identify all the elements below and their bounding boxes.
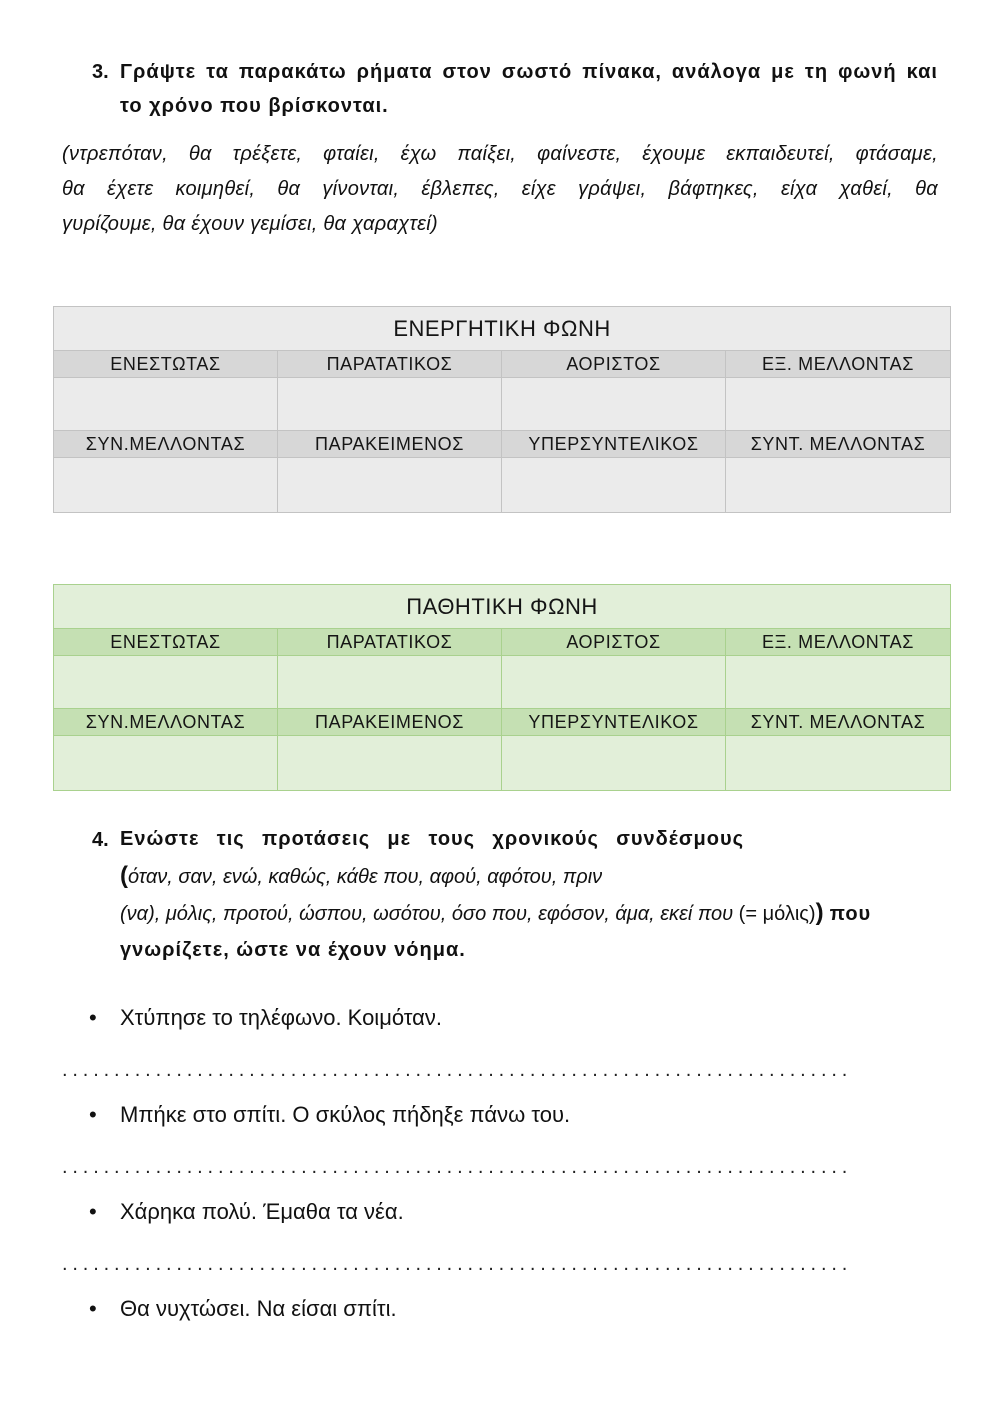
conjunction-note: (= μόλις) <box>738 903 816 926</box>
tense-header-row <box>54 351 951 378</box>
answer-row <box>54 378 951 431</box>
task-4-heading-continuation: που <box>829 903 872 926</box>
tense-header: ΥΠΕΡΣΥΝΤΕΛΙΚΟΣ <box>502 709 726 736</box>
table-title-row <box>54 307 951 351</box>
active-voice-table <box>53 306 951 513</box>
answer-line[interactable]: ............................................................................ <box>62 1156 853 1178</box>
bullet-icon: • <box>89 1102 97 1127</box>
bullet-icon: • <box>89 1199 97 1224</box>
answer-line[interactable]: ............................................................................ <box>62 1253 853 1275</box>
sentence-pair: Χτύπησε το τηλέφωνο. Κοιμόταν. <box>120 1005 443 1030</box>
table-title-row <box>54 585 951 629</box>
answer-cell[interactable] <box>726 736 951 791</box>
verb-list <box>62 137 938 242</box>
verb-list-line: θα έχετε κοιμηθεί, θα γίνονται, έβλεπες, είχε γράψει, βάφτηκες, είχα χαθεί, θα <box>62 178 938 200</box>
tense-header: ΕΞ. ΜΕΛΛΟΝΤΑΣ <box>726 351 951 378</box>
sentence-pair: Θα νυχτώσει. Να είσαι σπίτι. <box>120 1296 397 1321</box>
list-item <box>0 1100 1000 1197</box>
open-paren: ( <box>120 861 128 889</box>
tense-header: ΣΥΝΤ. ΜΕΛΛΟΝΤΑΣ <box>726 709 951 736</box>
answer-row <box>54 656 951 709</box>
answer-cell[interactable] <box>278 656 502 709</box>
sentence-list <box>0 1003 1000 1391</box>
answer-row <box>54 736 951 791</box>
answer-cell[interactable] <box>54 736 278 791</box>
table-title: ΠΑΘΗΤΙΚΗ ΦΩΝΗ <box>54 585 951 629</box>
tense-header: ΥΠΕΡΣΥΝΤΕΛΙΚΟΣ <box>502 431 726 458</box>
answer-row <box>54 458 951 513</box>
answer-cell[interactable] <box>278 736 502 791</box>
tense-header: ΣΥΝΤ. ΜΕΛΛΟΝΤΑΣ <box>726 431 951 458</box>
list-item <box>0 1003 1000 1100</box>
tense-header: ΕΝΕΣΤΩΤΑΣ <box>54 351 278 378</box>
passive-voice-table <box>53 584 951 791</box>
tense-header: ΠΑΡΑΤΑΤΙΚΟΣ <box>278 629 502 656</box>
answer-cell[interactable] <box>502 656 726 709</box>
task-4-number: 4. <box>92 829 109 851</box>
tense-header: ΣΥΝ.ΜΕΛΛΟΝΤΑΣ <box>54 709 278 736</box>
answer-cell[interactable] <box>278 378 502 431</box>
tense-header-row <box>54 629 951 656</box>
task-3-instruction-line: το χρόνο που βρίσκονται. <box>120 95 389 117</box>
answer-cell[interactable] <box>502 736 726 791</box>
answer-cell[interactable] <box>278 458 502 513</box>
list-item <box>0 1294 1000 1391</box>
sentence-pair: Χάρηκα πολύ. Έμαθα τα νέα. <box>120 1199 404 1224</box>
tense-header-row <box>54 431 951 458</box>
close-paren: ) <box>815 899 824 927</box>
answer-cell[interactable] <box>54 458 278 513</box>
sentence-pair: Μπήκε στο σπίτι. Ο σκύλος πήδηξε πάνω του. <box>120 1102 571 1127</box>
answer-cell[interactable] <box>726 378 951 431</box>
conjunctions-line <box>120 858 938 896</box>
task-3-instruction-line: Γράψτε τα παρακάτω ρήματα στον σωστό πίνακα, ανάλογα με τη φωνή και <box>120 61 938 83</box>
bullet-icon: • <box>89 1005 97 1030</box>
task-3-instruction <box>120 55 938 123</box>
tense-header: ΠΑΡΑΤΑΤΙΚΟΣ <box>278 351 502 378</box>
verb-list-line: γυρίζουμε, θα έχουν γεμίσει, θα χαραχτεί) <box>62 213 438 235</box>
tense-header: ΕΝΕΣΤΩΤΑΣ <box>54 629 278 656</box>
tense-header: ΠΑΡΑΚΕΙΜΕΝΟΣ <box>278 431 502 458</box>
answer-cell[interactable] <box>502 378 726 431</box>
answer-line[interactable]: ............................................................................ <box>62 1059 853 1081</box>
answer-cell[interactable] <box>54 656 278 709</box>
verb-list-line: (ντρεπόταν, θα τρέξετε, φταίει, έχω παίξει, φαίνεστε, έχουμε εκπαιδευτεί, φτάσαμε, <box>62 143 938 165</box>
list-item <box>0 1197 1000 1294</box>
answer-cell[interactable] <box>726 656 951 709</box>
table-title: ΕΝΕΡΓΗΤΙΚΗ ΦΩΝΗ <box>54 307 951 351</box>
answer-cell[interactable] <box>54 378 278 431</box>
tense-header: ΕΞ. ΜΕΛΛΟΝΤΑΣ <box>726 629 951 656</box>
tense-header: ΣΥΝ.ΜΕΛΛΟΝΤΑΣ <box>54 431 278 458</box>
conjunctions-text: όταν, σαν, ενώ, καθώς, κάθε που, αφού, αφότου, πριν <box>128 865 603 888</box>
tense-header: ΠΑΡΑΚΕΙΜΕΝΟΣ <box>278 709 502 736</box>
tense-header: ΑΟΡΙΣΤΟΣ <box>502 629 726 656</box>
tense-header-row <box>54 709 951 736</box>
conjunctions-line <box>120 895 938 933</box>
bullet-icon: • <box>89 1296 97 1321</box>
conjunctions-text: (να), μόλις, προτού, ώσπου, ωσότου, όσο που, εφόσον, άμα, εκεί που <box>120 903 734 926</box>
task-4-instruction <box>120 822 938 969</box>
answer-cell[interactable] <box>726 458 951 513</box>
answer-cell[interactable] <box>502 458 726 513</box>
task-4-heading-continuation: γνωρίζετε, ώστε να έχουν νόημα. <box>120 939 466 962</box>
task-4-heading-line: Ενώστε τις προτάσεις με τους χρονικούς συνδέσμους <box>120 828 744 850</box>
task-3-number: 3. <box>92 61 109 83</box>
tense-header: ΑΟΡΙΣΤΟΣ <box>502 351 726 378</box>
